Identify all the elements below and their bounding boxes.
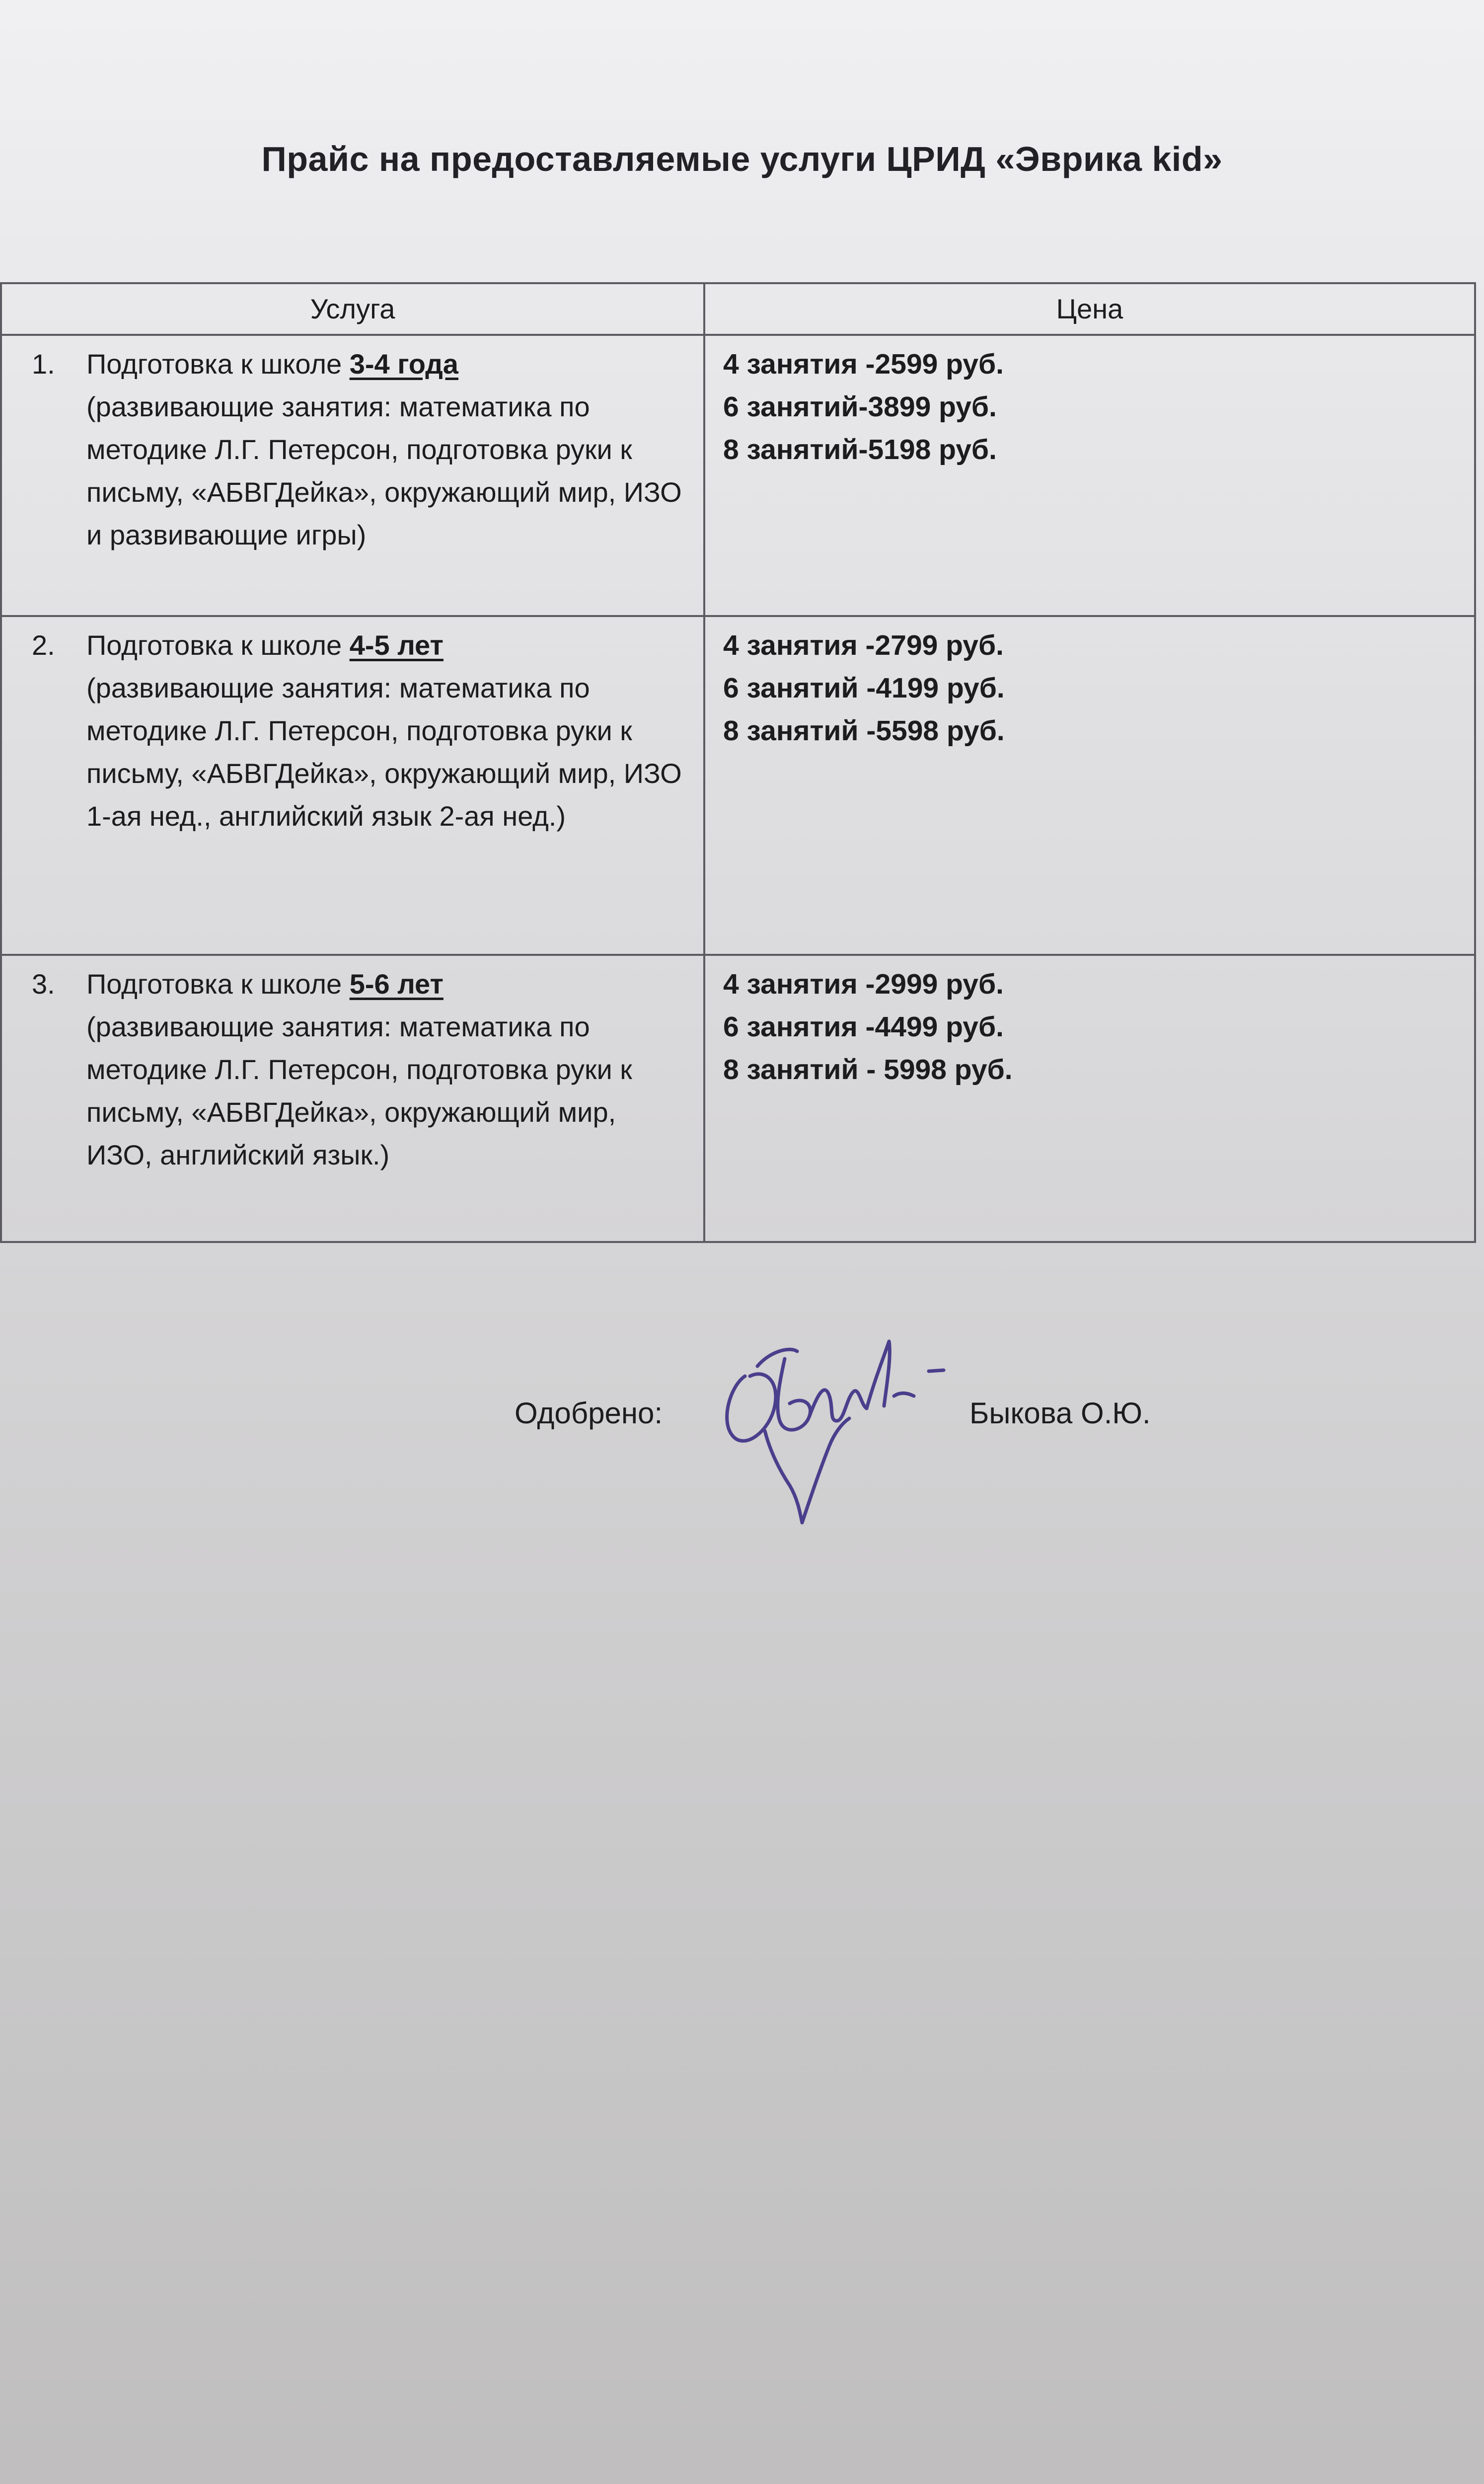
service-cell: [1, 335, 704, 616]
service-description: (развивающие занятия: математика по методике Л.Г. Петерсон, подготовка руки к письму, «АБВГДейка», окружающий мир, ИЗО и развивающие игры): [86, 391, 682, 550]
service-cell: [1, 955, 704, 1242]
price-cell: [704, 616, 1475, 955]
service-name: Подготовка к школе: [86, 348, 350, 380]
column-header-service: Услуга: [1, 283, 704, 335]
signature-image: [710, 1321, 949, 1555]
price-line: 6 занятий -4199 руб.: [723, 672, 1005, 704]
row-number: 2.: [32, 629, 55, 661]
column-header-price: Цена: [704, 283, 1475, 335]
row-number: 3.: [32, 968, 55, 1000]
service-name: Подготовка к школе: [86, 968, 350, 1000]
price-line: 8 занятий - 5998 руб.: [723, 1054, 1013, 1086]
service-name: Подготовка к школе: [86, 629, 350, 661]
price-cell: [704, 955, 1475, 1242]
age-group: 4-5 лет: [349, 629, 444, 661]
price-line: 8 занятий-5198 руб.: [723, 434, 997, 466]
table-row: [1, 955, 1475, 1242]
price-table: [0, 282, 1476, 1243]
service-description: (развивающие занятия: математика по методике Л.Г. Петерсон, подготовка руки к письму, «АБВГДейка», окружающий мир, ИЗО, английский язык.): [86, 1011, 632, 1170]
service-cell: [1, 616, 704, 955]
approval-label: Одобрено:: [515, 1397, 663, 1430]
price-line: 4 занятия -2799 руб.: [723, 629, 1004, 661]
signature-strokes: [727, 1341, 944, 1523]
approver-name: Быкова О.Ю.: [969, 1397, 1151, 1430]
price-line: 4 занятия -2999 руб.: [723, 968, 1004, 1000]
price-line: 6 занятия -4499 руб.: [723, 1011, 1004, 1043]
price-line: 8 занятий -5598 руб.: [723, 715, 1005, 747]
document-title: Прайс на предоставляемые услуги ЦРИД «Эврика kid»: [261, 140, 1223, 178]
table-row: [1, 616, 1475, 955]
row-number: 1.: [32, 348, 55, 380]
price-cell: [704, 335, 1475, 616]
table-row: [1, 335, 1475, 616]
table-header-row: [1, 283, 1475, 335]
price-line: 6 занятий-3899 руб.: [723, 391, 997, 423]
price-line: 4 занятия -2599 руб.: [723, 348, 1004, 380]
age-group: 3-4 года: [349, 348, 458, 380]
service-description: (развивающие занятия: математика по методике Л.Г. Петерсон, подготовка руки к письму, «АБВГДейка», окружающий мир, ИЗО 1-ая нед., английский язык 2-ая нед.): [86, 672, 682, 832]
age-group: 5-6 лет: [349, 968, 444, 1000]
